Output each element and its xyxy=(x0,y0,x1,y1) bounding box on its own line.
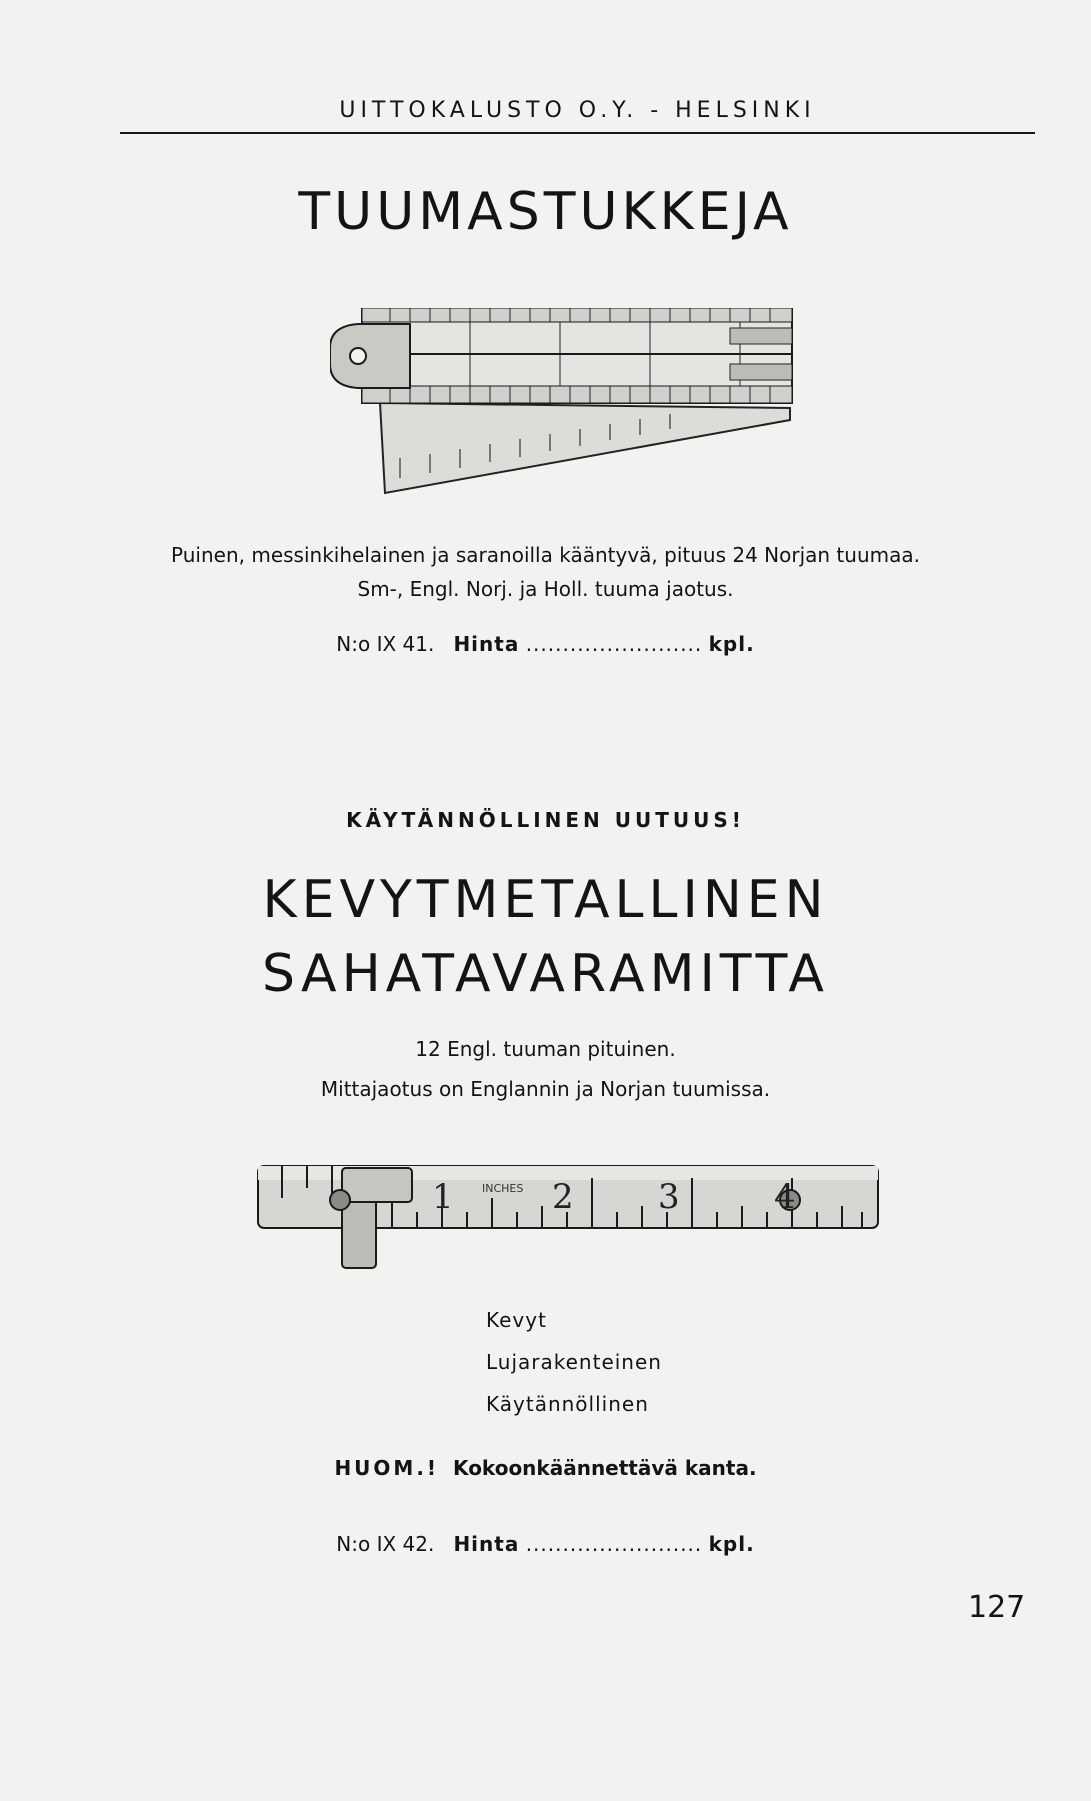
section1-price-label: Hinta xyxy=(453,632,520,656)
section1-price-dots: ........................ xyxy=(525,632,703,656)
section1-order-code: N:o IX 41. xyxy=(336,632,435,656)
section2-order-code: N:o IX 42. xyxy=(336,1532,435,1556)
section2-description-line1: 12 Engl. tuuman pituinen. xyxy=(415,1037,676,1061)
ruler-number-4: 4 xyxy=(774,1177,796,1217)
note-lead: HUOM.! xyxy=(334,1456,440,1480)
page-number: 127 xyxy=(968,1590,1026,1625)
feature-item: Lujarakenteinen xyxy=(486,1350,662,1374)
section2-kicker: KÄYTÄNNÖLLINEN UUTUUS! xyxy=(346,808,745,832)
section2-order-line xyxy=(0,1532,1091,1556)
feature-item: Käytännöllinen xyxy=(486,1392,649,1416)
ruler-number-2: 2 xyxy=(552,1177,574,1217)
ruler-inches-label: INCHES xyxy=(482,1182,524,1195)
note-text: Kokoonkäännettävä kanta. xyxy=(453,1456,757,1480)
section2-unit: kpl. xyxy=(708,1532,755,1556)
company-header: UITTOKALUSTO O.Y. - HELSINKI xyxy=(339,98,816,123)
feature-item: Kevyt xyxy=(486,1308,547,1332)
section1-title: TUUMASTUKKEJA xyxy=(298,182,793,242)
section2-title-line2: SAHATAVARAMITTA xyxy=(262,944,829,1004)
section2-title-line1: KEVYTMETALLINEN xyxy=(262,870,829,930)
section2-description-line2: Mittajaotus on Englannin ja Norjan tuumissa. xyxy=(320,1077,771,1101)
section2-price-dots: ........................ xyxy=(525,1532,703,1556)
section1-unit: kpl. xyxy=(708,632,755,656)
metal-ruler-image xyxy=(252,1158,882,1278)
section1-order-line xyxy=(0,632,1091,656)
section2-price-label: Hinta xyxy=(453,1532,520,1556)
header-rule xyxy=(120,132,1035,134)
section1-description-line1: Puinen, messinkihelainen ja saranoilla kääntyvä, pituus 24 Norjan tuumaa. xyxy=(171,543,920,567)
folding-ruler-image xyxy=(330,308,800,498)
ruler-number-1: 1 xyxy=(432,1177,454,1217)
ruler-number-3: 3 xyxy=(658,1177,680,1217)
section2-note xyxy=(0,1456,1091,1480)
section1-description-line2: Sm-, Engl. Norj. ja Holl. tuuma jaotus. xyxy=(357,577,734,601)
